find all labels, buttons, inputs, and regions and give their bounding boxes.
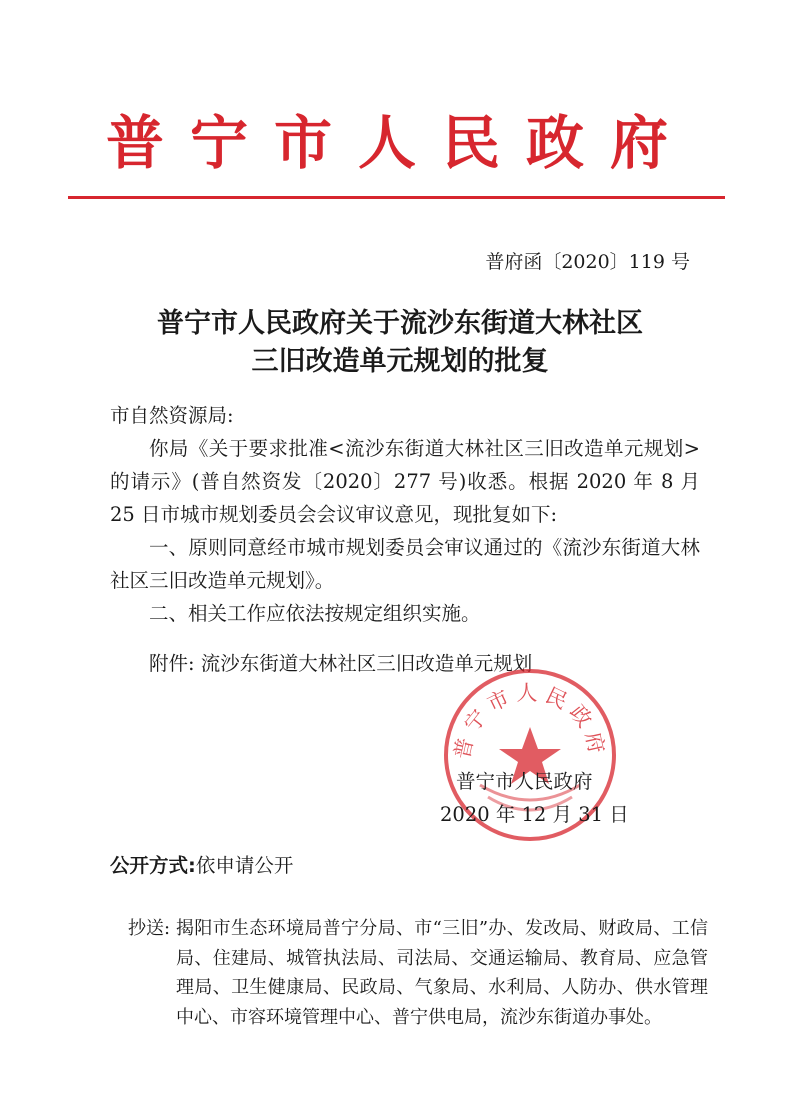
red-divider-line <box>68 196 725 199</box>
body-paragraph-2: 一、原则同意经市城市规划委员会审议通过的《流沙东街道大林社区三旧改造单元规划》。 <box>110 536 700 592</box>
document-title <box>0 305 800 381</box>
masthead-title: 普宁市人民政府 <box>105 109 694 177</box>
disclosure-label: 公开方式: <box>110 854 196 877</box>
title-line-1: 普宁市人民政府关于流沙东街道大林社区 <box>157 308 643 339</box>
body-paragraph-1: 你局《关于要求批准<流沙东街道大林社区三旧改造单元规划>的请示》(普自然资发〔2020〕277 号)收悉。根据 2020 年 8 月 25 日市城市规划委员会会议审议意见，现批复如下: <box>110 437 700 526</box>
salutation: 市自然资源局: <box>110 404 234 427</box>
title-line-2: 三旧改造单元规划的批复 <box>251 346 549 377</box>
cc-label: 抄送: <box>128 918 171 939</box>
svg-text:普宁市人民政府: 普宁市人民政府 <box>449 681 611 762</box>
cc-recipients: 揭阳市生态环境局普宁分局、市“三旧”办、发改局、财政局、工信局、住建局、城管执法局、司法局、交通运输局、教育局、应急管理局、卫生健康局、民政局、气象局、水利局、人防办、供水管理中心、市容环境管理中心、普宁供电局，流沙东街道办事处。 <box>176 918 708 1028</box>
attachment-line: 附件: 流沙东街道大林社区三旧改造单元规划 <box>149 652 533 675</box>
document-body <box>110 399 700 680</box>
signature-date: 2020 年 12 月 31 日 <box>440 803 629 826</box>
signature-block <box>440 765 640 831</box>
disclosure-value: 依申请公开 <box>195 854 294 877</box>
spacer <box>110 630 700 647</box>
document-number: 普府函〔2020〕119 号 <box>485 251 690 273</box>
signature-org: 普宁市人民政府 <box>456 770 593 793</box>
cc-block <box>128 914 708 1032</box>
disclosure-line <box>110 852 293 880</box>
body-paragraph-3: 二、相关工作应依法按规定组织实施。 <box>149 602 481 625</box>
